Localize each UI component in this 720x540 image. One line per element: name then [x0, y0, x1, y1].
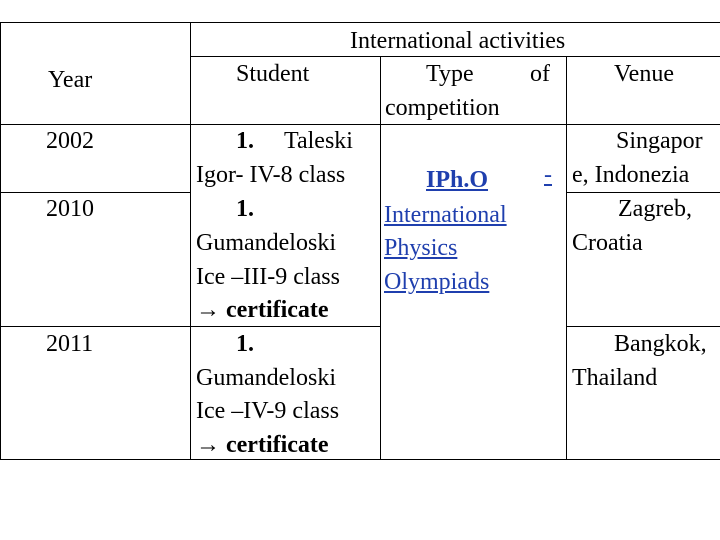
row-2010-year: 2010 [46, 196, 94, 222]
competition-dash[interactable]: - [544, 162, 552, 188]
header-venue: Venue [614, 61, 674, 87]
competition-iph-link[interactable]: IPh.O [426, 167, 489, 193]
row-2002-student-class: Igor- IV-8 class [196, 162, 346, 188]
row-2010-venue-line2: Croatia [572, 230, 643, 256]
column-divider-year [190, 22, 191, 460]
row-divider-2 [0, 326, 190, 327]
column-divider-type [566, 56, 567, 460]
header-bottom-divider [0, 124, 720, 125]
row-2002-student-name: Taleski [284, 128, 353, 154]
row-2011-year: 2011 [46, 331, 94, 357]
header-competition: competition [385, 95, 500, 121]
row-2011-venue-line2: Thailand [572, 365, 658, 391]
row-2010-student-number: 1. [236, 196, 254, 222]
row-2002-venue-line1: Singapor [616, 128, 703, 154]
header-international-activities: International activities [350, 28, 566, 54]
row-2011-student-certificate: → certificate [196, 432, 329, 458]
row-2002-student-number: 1. [236, 128, 254, 154]
row-2002-year: 2002 [46, 128, 94, 154]
table-border-left [0, 22, 1, 460]
row-2010-venue-line1: Zagreb, [618, 196, 692, 222]
table-border-top [0, 22, 720, 23]
competition-physics-link[interactable]: Physics [384, 235, 458, 261]
header-student: Student [236, 61, 310, 87]
row-2010-student-name: Gumandeloski [196, 230, 336, 256]
row-2002-venue-line2: e, Indonezia [572, 162, 690, 188]
column-divider-student [380, 56, 381, 460]
header-of-word: of [530, 61, 550, 87]
header-year: Year [48, 67, 93, 93]
row-2010-student-class: Ice –III-9 class [196, 264, 340, 290]
competition-olympiads-link[interactable]: Olympiads [384, 269, 490, 295]
table-border-bottom [0, 459, 720, 460]
header-type-word: Type [426, 61, 474, 87]
row-2011-student-class: Ice –IV-9 class [196, 398, 340, 424]
row-2011-student-name: Gumandeloski [196, 365, 336, 391]
row-2011-venue-line1: Bangkok, [614, 331, 707, 357]
row-2010-student-certificate: → certificate [196, 297, 329, 323]
row-2011-student-number: 1. [236, 331, 254, 357]
competition-international-link[interactable]: International [384, 202, 507, 228]
row-divider-1 [0, 192, 190, 193]
